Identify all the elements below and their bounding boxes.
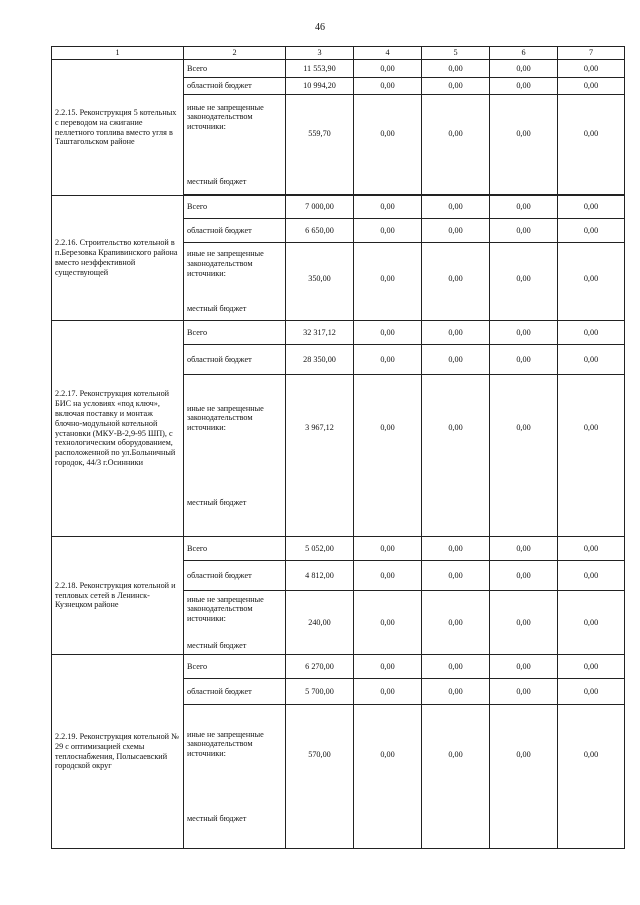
- value-cell: 0,00: [422, 655, 490, 679]
- measure-title: 2.2.16. Строительство котельной в п.Березовка Крапивинского района вместо неэффективной существующей: [52, 196, 184, 321]
- value-cell: 0,00: [490, 679, 558, 705]
- value-cell: 0,00: [354, 321, 422, 345]
- value-cell: 6 650,00: [286, 219, 354, 243]
- value-cell: 0,00: [490, 321, 558, 345]
- value-cell: 0,00: [490, 537, 558, 561]
- source-label: местный бюджет: [187, 640, 247, 650]
- value-cell: 0,00: [422, 705, 490, 849]
- other-sources-label: иные не запрещенные законодательством источники:: [187, 729, 264, 759]
- value-cell: 0,00: [490, 345, 558, 375]
- table-row: [52, 655, 625, 679]
- value-cell: 0,00: [422, 60, 490, 78]
- value-cell: 5 052,00: [286, 537, 354, 561]
- value-cell: 0,00: [558, 375, 625, 537]
- table-row: [52, 60, 625, 78]
- source-label: [184, 705, 286, 849]
- value-cell: 0,00: [422, 321, 490, 345]
- value-cell: 0,00: [558, 345, 625, 375]
- value-cell: 32 317,12: [286, 321, 354, 345]
- value-cell: 240,00: [286, 591, 354, 655]
- source-label: Всего: [184, 196, 286, 219]
- source-label: Всего: [184, 537, 286, 561]
- value-cell: 0,00: [422, 219, 490, 243]
- measure-title: 2.2.15. Реконструкция 5 котельных с переводом на сжигание пеллетного топлива вместо угля в Таштагольском районе: [52, 60, 184, 196]
- value-cell: 0,00: [354, 375, 422, 537]
- source-label: областной бюджет: [184, 219, 286, 243]
- source-label: Всего: [184, 60, 286, 78]
- value-cell: 0,00: [422, 375, 490, 537]
- value-cell: 0,00: [354, 345, 422, 375]
- col-header: 6: [490, 47, 558, 60]
- value-cell: 7 000,00: [286, 196, 354, 219]
- value-cell: 0,00: [558, 591, 625, 655]
- value-cell: 0,00: [490, 243, 558, 321]
- value-cell: 0,00: [490, 95, 558, 195]
- value-cell: 0,00: [558, 561, 625, 591]
- source-label: [184, 243, 286, 321]
- source-label: местный бюджет: [187, 813, 247, 823]
- source-label: [184, 591, 286, 655]
- source-label: областной бюджет: [184, 679, 286, 705]
- table-row: [52, 321, 625, 345]
- value-cell: 0,00: [354, 561, 422, 591]
- value-cell: 0,00: [422, 591, 490, 655]
- value-cell: 11 553,90: [286, 60, 354, 78]
- col-header: 1: [52, 47, 184, 60]
- col-header: 4: [354, 47, 422, 60]
- value-cell: 0,00: [490, 78, 558, 95]
- value-cell: 0,00: [354, 243, 422, 321]
- source-label: местный бюджет: [187, 304, 247, 314]
- value-cell: 0,00: [490, 591, 558, 655]
- value-cell: 0,00: [354, 705, 422, 849]
- page-number: 46: [315, 22, 325, 33]
- col-header: 3: [286, 47, 354, 60]
- source-label: областной бюджет: [184, 78, 286, 95]
- value-cell: 0,00: [558, 321, 625, 345]
- value-cell: 3 967,12: [286, 375, 354, 537]
- value-cell: 0,00: [490, 705, 558, 849]
- value-cell: 0,00: [558, 78, 625, 95]
- value-cell: 0,00: [558, 219, 625, 243]
- value-cell: 0,00: [490, 375, 558, 537]
- table-row: [52, 196, 625, 219]
- col-header: 2: [184, 47, 286, 60]
- value-cell: 0,00: [354, 78, 422, 95]
- measure-title: 2.2.18. Реконструкция котельной и тепловых сетей в Ленинск-Кузнецком районе: [52, 537, 184, 655]
- value-cell: 0,00: [490, 196, 558, 219]
- source-label: [184, 95, 286, 195]
- value-cell: 350,00: [286, 243, 354, 321]
- source-label: областной бюджет: [184, 561, 286, 591]
- value-cell: 0,00: [422, 537, 490, 561]
- measure-title: 2.2.19. Реконструкция котельной № 29 с оптимизацией схемы теплоснабжения, Полысаевский городской округ: [52, 655, 184, 849]
- source-label: [184, 375, 286, 537]
- measure-title: 2.2.17. Реконструкция котельной БИС на условиях «под ключ», включая поставку и монтаж блочно-модульной котельной установки (МКУ-В-2,9-95 ШП), с технологическим оборудованием, расположенной по ул.Больничный городок, 44/3 г.Осинники: [52, 321, 184, 537]
- col-header: 7: [558, 47, 625, 60]
- other-sources-label: иные не запрещенные законодательством источники:: [187, 594, 264, 624]
- source-label: Всего: [184, 655, 286, 679]
- value-cell: 0,00: [490, 60, 558, 78]
- value-cell: 0,00: [422, 561, 490, 591]
- value-cell: 0,00: [558, 655, 625, 679]
- value-cell: 0,00: [490, 655, 558, 679]
- other-sources-label: иные не запрещенные законодательством источники:: [187, 249, 264, 278]
- value-cell: 28 350,00: [286, 345, 354, 375]
- table-row: [52, 537, 625, 561]
- source-label: местный бюджет: [187, 497, 247, 507]
- value-cell: 0,00: [354, 196, 422, 219]
- value-cell: 0,00: [490, 219, 558, 243]
- value-cell: 0,00: [422, 78, 490, 95]
- value-cell: 0,00: [558, 196, 625, 219]
- value-cell: 0,00: [354, 591, 422, 655]
- value-cell: 0,00: [558, 537, 625, 561]
- value-cell: 0,00: [422, 243, 490, 321]
- source-label: областной бюджет: [184, 345, 286, 375]
- col-header: 5: [422, 47, 490, 60]
- value-cell: 0,00: [354, 60, 422, 78]
- value-cell: 10 994,20: [286, 78, 354, 95]
- value-cell: 0,00: [354, 95, 422, 195]
- source-label: Всего: [184, 321, 286, 345]
- other-sources-label: иные не запрещенные законодательством источники:: [187, 102, 264, 132]
- value-cell: 0,00: [558, 679, 625, 705]
- value-cell: 0,00: [558, 95, 625, 195]
- value-cell: 6 270,00: [286, 655, 354, 679]
- value-cell: 0,00: [354, 219, 422, 243]
- value-cell: 0,00: [558, 705, 625, 849]
- value-cell: 0,00: [422, 345, 490, 375]
- value-cell: 0,00: [354, 537, 422, 561]
- value-cell: 0,00: [558, 60, 625, 78]
- value-cell: 5 700,00: [286, 679, 354, 705]
- value-cell: 570,00: [286, 705, 354, 849]
- value-cell: 0,00: [558, 243, 625, 321]
- value-cell: 0,00: [422, 679, 490, 705]
- other-sources-label: иные не запрещенные законодательством источники:: [187, 403, 264, 433]
- budget-table: [51, 46, 625, 849]
- source-label: местный бюджет: [187, 176, 247, 186]
- value-cell: 0,00: [354, 655, 422, 679]
- value-cell: 0,00: [422, 95, 490, 195]
- value-cell: 559,70: [286, 95, 354, 195]
- value-cell: 0,00: [490, 561, 558, 591]
- table-header-row: [52, 47, 625, 60]
- value-cell: 4 812,00: [286, 561, 354, 591]
- value-cell: 0,00: [422, 196, 490, 219]
- value-cell: 0,00: [354, 679, 422, 705]
